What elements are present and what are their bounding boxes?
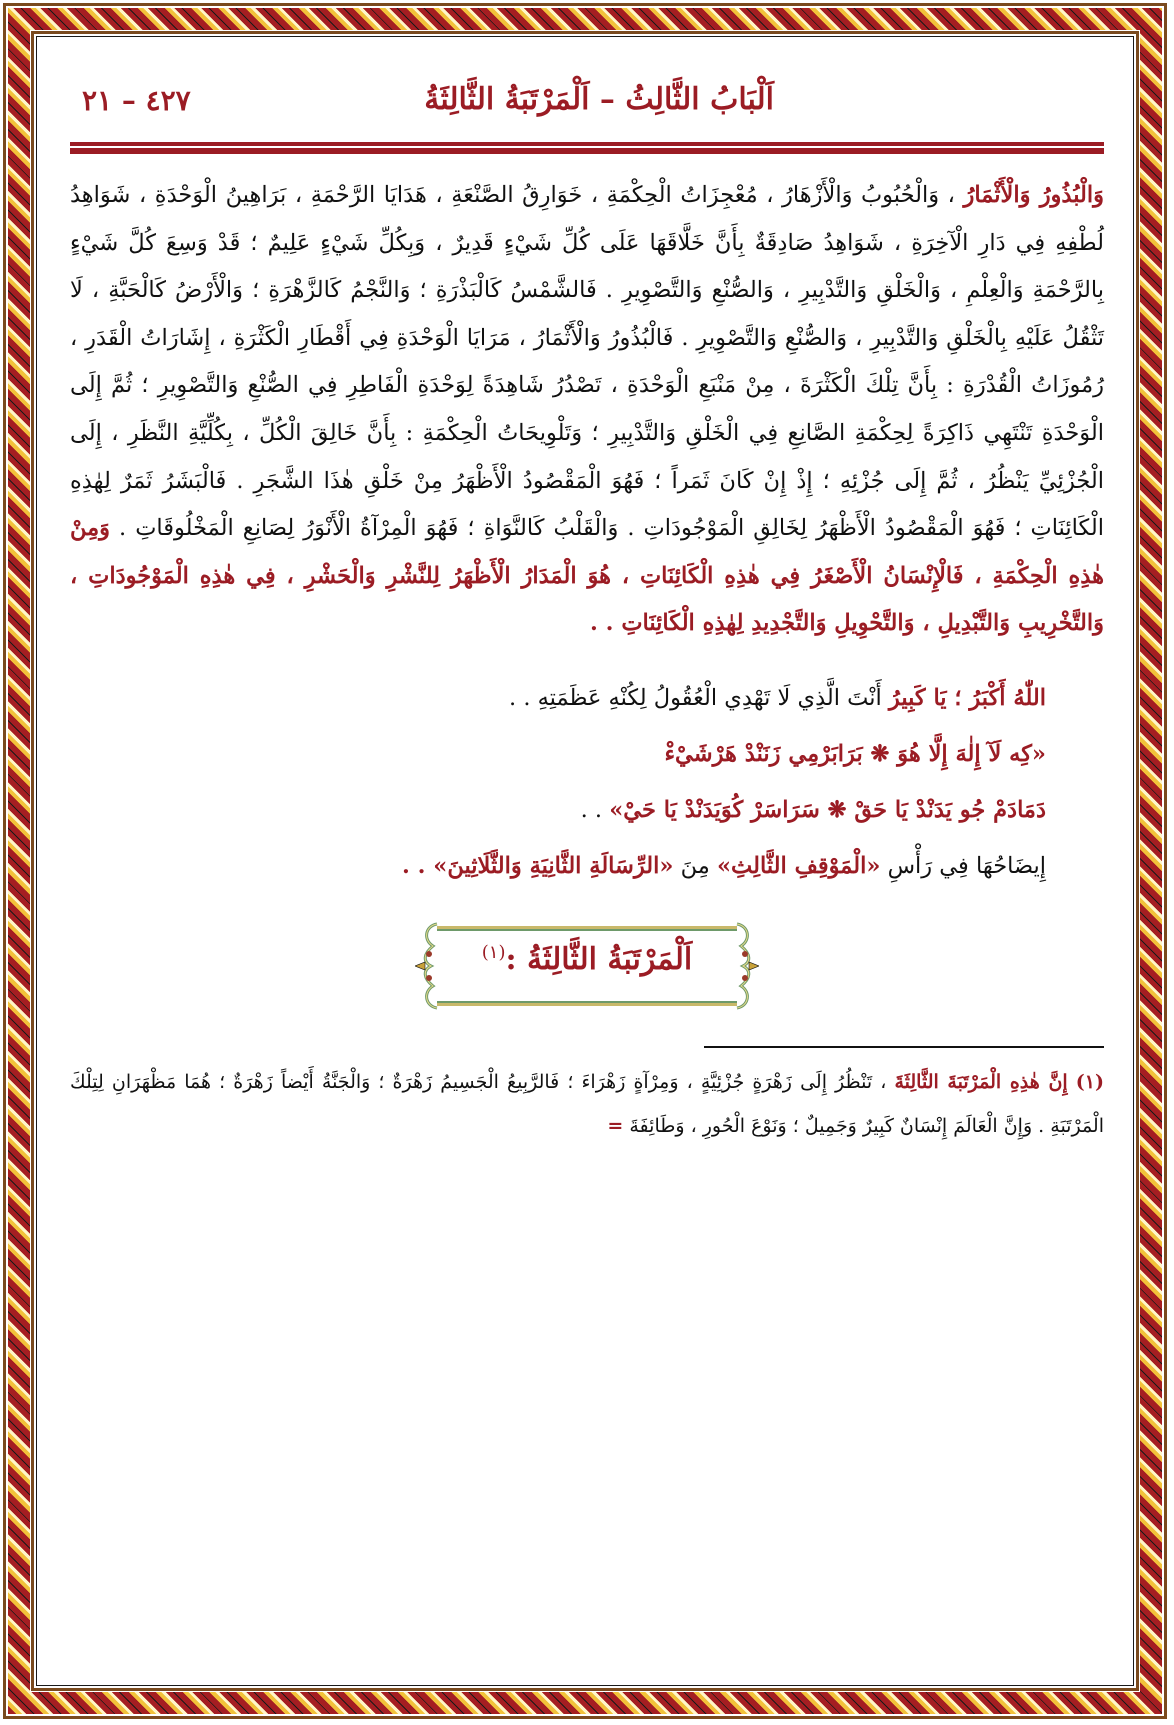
paragraph-highlight: وَمِنْ هٰذِهِ الْحِكْمَةِ ، فَالْإِنْسَانُ الْأَصْغَرُ فِي هٰذِهِ الْكَائِنَاتِ ، هُوَ الْمَدَارُ الْأَظْهَرُ لِلنَّشْرِ وَالْحَشْرِ ، فِي هٰذِهِ الْمَوْجُودَاتِ ، وَالتَّخْرِيبِ وَالتَّبْدِيلِ ، وَالتَّحْوِيلِ وَالتَّجْدِيدِ لِهٰذِهِ الْكَائِنَاتِ . . bbox=[70, 515, 1104, 637]
verse-highlight: «الرِّسَالَةِ الثَّانِيَةِ وَالثَّلَاثِينَ» . . bbox=[401, 853, 674, 880]
footnote-reference[interactable]: (١) bbox=[481, 942, 506, 964]
footnote-text: ، تَنْظُرُ إِلَى زَهْرَةٍ جُزْئِيَّةٍ ، وَمِرْآةٍ زَهْرَاءَ ؛ فَالرَّبِيعُ الْجَسِيمُ زَهْرَةٌ ؛ وَالْجَنَّةُ أَيْضاً زَهْرَةٌ ؛ هُمَا مَظْهَرَانِ لِتِلْكَ الْمَرْتَبَةِ . وَإِنَّ الْعَالَمَ إِنْسَانٌ كَبِيرٌ وَجَمِيلٌ ؛ وَنَوْعَ الْحُورِ ، وَطَائِفَةَ bbox=[70, 1071, 1104, 1138]
paragraph-lead-highlight: وَالْبُذُورُ وَالْأَثْمَارُ bbox=[963, 182, 1104, 208]
section-heading-text: اَلْمَرْتَبَةُ الثَّالِثَةُ : bbox=[505, 942, 693, 978]
running-header bbox=[70, 70, 1104, 132]
verse-highlight: اللّٰهُ أَكْبَرُ ؛ يَا كَبِيرُ bbox=[888, 685, 1046, 712]
continuation-mark: = bbox=[607, 1115, 624, 1138]
header-rule-bottom bbox=[70, 148, 1104, 154]
verse-text: أَنْتَ الَّذِي لَا تَهْدِي الْعُقُولُ لِكُنْهِ عَظَمَتِهِ . . bbox=[509, 685, 889, 712]
main-paragraph bbox=[70, 172, 1104, 648]
footnote bbox=[70, 1060, 1104, 1148]
verse-line-3 bbox=[70, 782, 1104, 838]
verse-highlight: دَمَادَمْ جُو يَدَنْدْ يَا حَقْ ❋ سَرَاسَرْ كُوَيَدَنْدْ يَا حَيْ» bbox=[609, 797, 1046, 824]
verse-highlight: «الْمَوْقِفِ الثَّالِثِ» bbox=[716, 853, 881, 880]
verse-line-4 bbox=[70, 838, 1104, 894]
verse-line-1 bbox=[70, 670, 1104, 726]
footnote-highlight: إِنَّ هٰذِهِ الْمَرْتَبَةَ الثَّالِثَةَ bbox=[894, 1071, 1068, 1094]
header-rule-top bbox=[70, 142, 1104, 146]
footnote-separator bbox=[704, 1046, 1104, 1048]
chapter-title: اَلْبَابُ الثَّالِثُ – اَلْمَرْتَبَةُ الثَّالِثَةُ bbox=[424, 82, 774, 117]
verse-highlight: «كِه لَآ إِلٰهَ إِلَّا هُوَ ❋ بَرَابَرْمِي زَنَنْدْ هَرْشَيْءْ bbox=[664, 741, 1046, 768]
verse-text: . . bbox=[580, 797, 610, 824]
verse-text: إِيضَاحُهَا فِي رَأْسِ bbox=[880, 853, 1046, 880]
document-page bbox=[70, 70, 1104, 1167]
section-heading bbox=[437, 942, 737, 977]
page-number: ٤٢٧ – ٢١ bbox=[82, 84, 191, 117]
verse-text: مِنَ bbox=[673, 853, 717, 880]
paragraph-text: ، وَالْحُبُوبُ وَالْأَزْهَارُ ، مُعْجِزَاتُ الْحِكْمَةِ ، خَوَارِقُ الصَّنْعَةِ ، هَدَايَا الرَّحْمَةِ ، بَرَاهِينُ الْوَحْدَةِ ، شَوَاهِدُ لُطْفِهِ فِي دَارِ الْآخِرَةِ ، شَوَاهِدُ صَادِقَةٌ بِأَنَّ خَلَّاقَهَا عَلَى كُلِّ شَيْءٍ قَدِيرٌ ، وَبِكُلِّ شَيْءٍ عَلِيمٌ ؛ قَدْ وَسِعَ كُلَّ شَيْءٍ بِالرَّحْمَةِ وَالْعِلْمِ ، وَالْخَلْقِ وَالتَّدْبِيرِ ، وَالصُّنْعِ وَالتَّصْوِيرِ . فَالشَّمْسُ كَالْبَذْرَةِ ؛ وَالنَّجْمُ كَالزَّهْرَةِ ؛ وَالْأَرْضُ كَالْحَبَّةِ ، لَا تَثْقُلُ عَلَيْهِ بِالْخَلْقِ وَالتَّدْبِيرِ ، وَالصُّنْعِ وَالتَّصْوِيرِ . فَالْبُذُورُ وَالْأَثْمَارُ ، مَرَايَا الْوَحْدَةِ فِي أَقْطَارِ الْكَثْرَةِ ، إِشَارَاتُ الْقَدَرِ ، رُمُوزَاتُ الْقُدْرَةِ : بِأَنَّ تِلْكَ الْكَثْرَةَ ، مِنْ مَنْبَعِ الْوَحْدَةِ ، تَصْدُرُ شَاهِدَةً لِوَحْدَةِ الْفَاطِرِ فِي الصُّنْعِ وَالتَّصْوِيرِ ؛ ثُمَّ إِلَى الْوَحْدَةِ تَنْتَهِي ذَاكِرَةً لِحِكْمَةِ الصَّانِعِ فِي الْخَلْقِ وَالتَّدْبِيرِ ؛ وَتَلْوِيحَاتُ الْحِكْمَةِ : بِأَنَّ خَالِقَ الْكُلِّ ، بِكُلِّيَّةِ النَّظَرِ ، إِلَى الْجُزْئِيِّ يَنْظُرُ ، ثُمَّ إِلَى جُزْئِهِ ؛ إِذْ إِنْ كَانَ ثَمَراً ؛ فَهُوَ الْمَقْصُودُ الْأَظْهَرُ مِنْ خَلْقِ هٰذَا الشَّجَرِ . فَالْبَشَرُ ثَمَرٌ لِهٰذِهِ الْكَائِنَاتِ ؛ فَهُوَ الْمَقْصُودُ الْأَظْهَرُ لِخَالِقِ الْمَوْجُودَاتِ . وَالْقَلْبُ كَالنَّوَاةِ ؛ فَهُوَ الْمِرْآةُ الْأَنْوَرُ لِصَانِعِ الْمَخْلُوقَاتِ . bbox=[70, 182, 1104, 542]
section-heading-cartouche bbox=[437, 916, 737, 1016]
footnote-marker: (١) bbox=[1075, 1071, 1104, 1094]
verse-line-2 bbox=[70, 726, 1104, 782]
